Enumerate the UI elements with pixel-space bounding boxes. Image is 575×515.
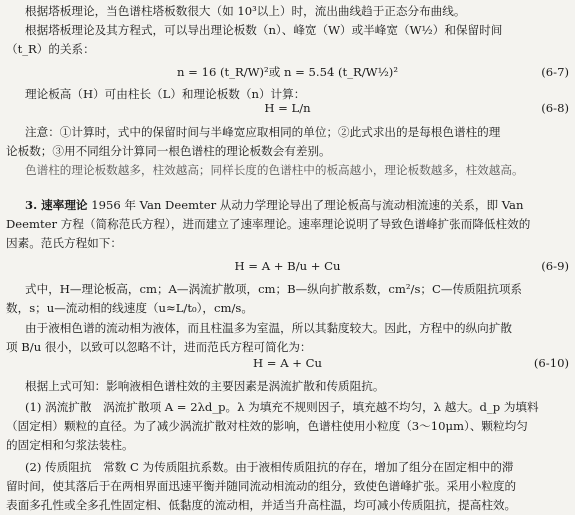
- text-line: 项 B/u 很小，以致可以忽略不计，进而范氏方程可简化为：: [6, 340, 312, 354]
- text-line: 数，s；u—流动相的线速度（u≈L/t₀），cm/s。: [6, 301, 253, 315]
- text-line: 根据塔板理论及其方程式，可以导出理论板数（n）、峰宽（W）或半峰宽（W½）和保留时间: [25, 23, 503, 37]
- text-line: Deemter 方程（简称范氏方程），进而建立了速率理论。速率理论说明了导致色谱峰扩张而降低柱效的: [6, 217, 531, 231]
- equation: n = 16 (t_R/W)²或 n = 5.54 (t_R/W½)²: [177, 65, 398, 79]
- text-line: 根据上式可知：影响液相色谱柱效的主要因素是涡流扩散和传质阻抗。: [25, 379, 385, 393]
- section-paragraph: [25, 197, 569, 213]
- text-line: 理论板高（H）可由柱长（L）和理论板数（n）计算：: [25, 87, 306, 101]
- equation: H = A + B/u + Cu: [234, 259, 341, 273]
- text-line: （固定相）颗粒的直径。为了减少涡流扩散对柱效的影响，色谱柱使用小粒度（3～10μm）、颗粒均匀: [6, 419, 528, 433]
- text-line: (2) 传质阻抗 常数 C 为传质阻抗系数。由于液相传质阻抗的存在，增加了组分在固定相中的滞: [25, 460, 514, 474]
- equation: H = L/n: [264, 101, 311, 115]
- equation-number: (6-7): [541, 65, 569, 79]
- text-span: 1956 年 Van Deemter 从动力学理论导出了理论板高与流动相流速的关系，即 Van: [91, 198, 524, 212]
- text-line: 的固定相和匀浆法装柱。: [6, 438, 134, 452]
- text-line: 根据塔板理论，当色谱柱塔板数很大（如 10³以上）时，流出曲线趋于正态分布曲线。: [25, 4, 466, 18]
- text-line: （t_R）的关系：: [6, 42, 95, 56]
- equation: H = A + Cu: [253, 356, 322, 370]
- equation-number: (6-8): [541, 101, 569, 115]
- equation-number: (6-10): [533, 356, 569, 370]
- text-line: (1) 涡流扩散 涡流扩散项 A = 2λd_p。λ 为填充不规则因子，填充越不均匀，λ 越大。d_p 为填料: [25, 400, 539, 414]
- text-line: 留时间，使其落后于在两相界面迅速平衡并随同流动相流动的组分，致使色谱峰扩张。采用小粒度的: [6, 479, 517, 493]
- text-line: 因素。范氏方程如下：: [6, 236, 122, 250]
- equation-number: (6-9): [541, 259, 569, 273]
- text-line: 论板数；③用不同组分计算同一根色谱柱的理论板数会有差别。: [6, 144, 331, 158]
- section-heading: 3. 速率理论: [25, 198, 88, 212]
- text-line: 注意：①计算时，式中的保留时间与半峰宽应取相同的单位；②此式求出的是每根色谱柱的理: [25, 125, 501, 139]
- text-line: 色谱柱的理论板数越多，柱效越高；同样长度的色谱柱中的板高越小，理论板数越多，柱效越高。: [25, 163, 524, 177]
- text-line: 表面多孔性或全多孔性固定相、低黏度的流动相，并适当升高柱温，均可减小传质阻抗，提高柱效。: [6, 498, 517, 512]
- text-line: 由于液相色谱的流动相为液体，而且柱温多为室温，所以其黏度较大。因此，方程中的纵向扩散: [25, 321, 512, 335]
- text-line: 式中，H—理论板高，cm；A—涡流扩散项，cm；B—纵向扩散系数，cm²/s；C—传质阻抗项系: [25, 282, 523, 296]
